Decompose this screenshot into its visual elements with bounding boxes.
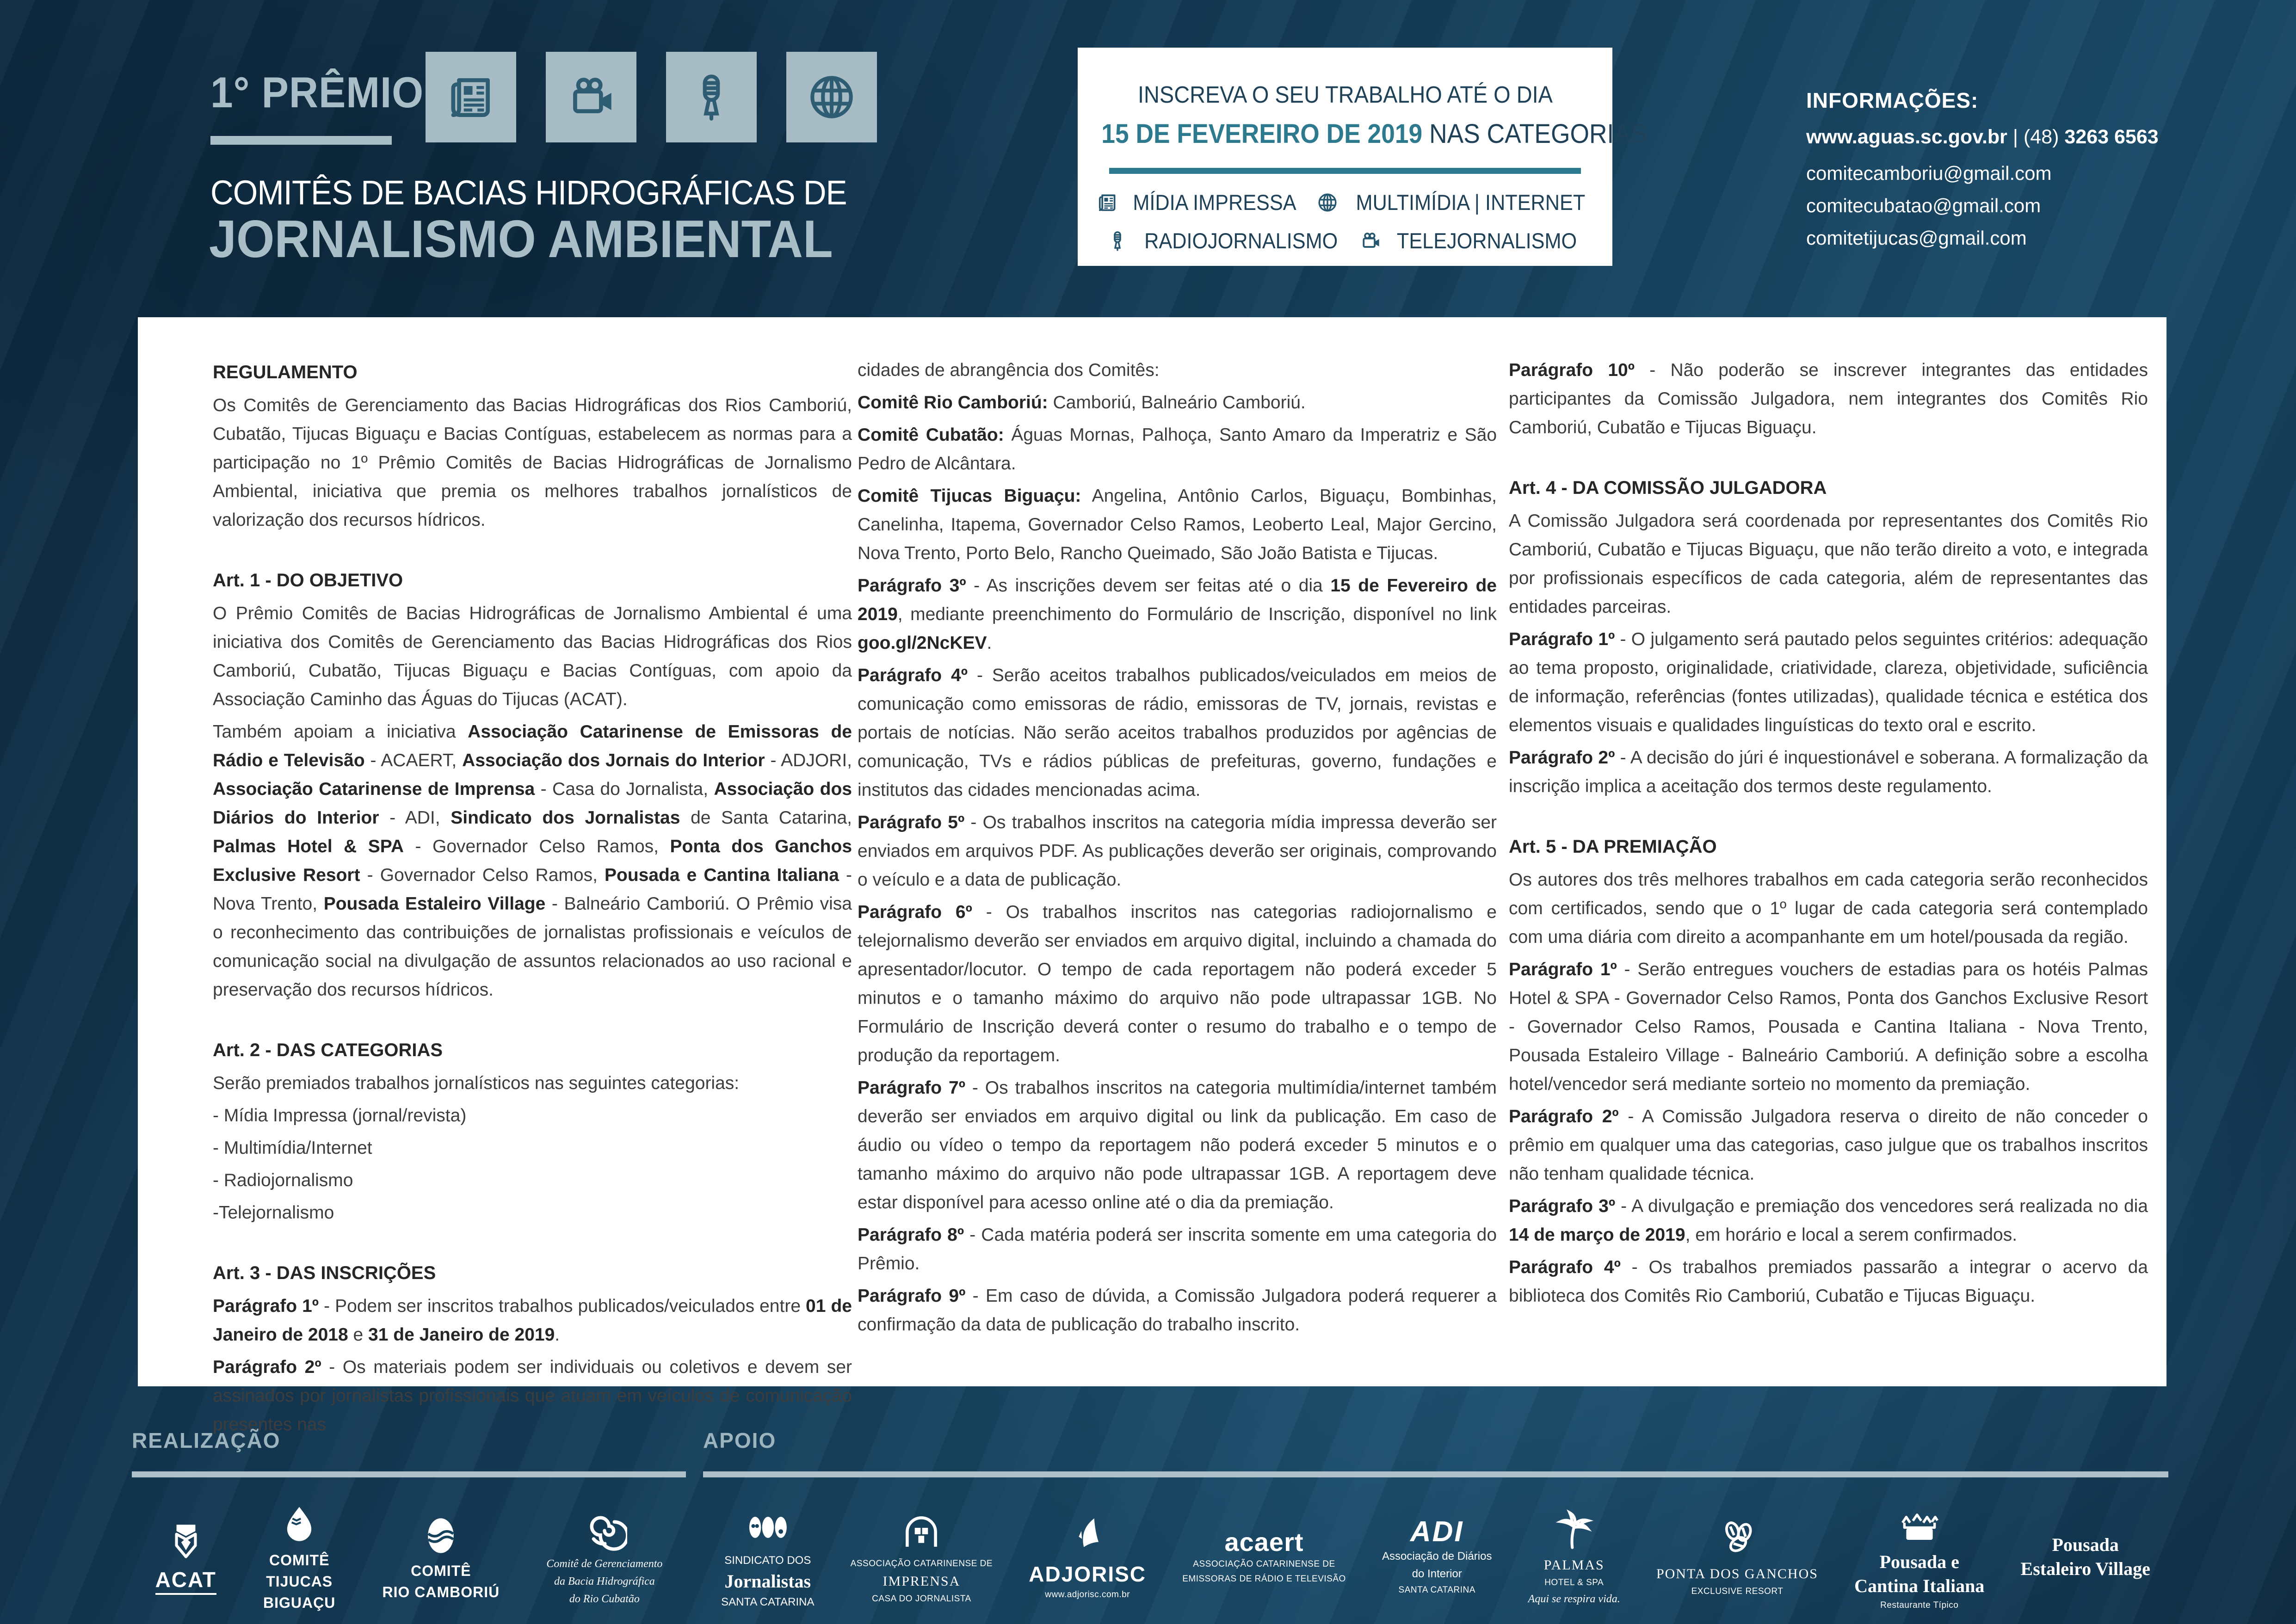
pousada-cantina-italiana-logo-text: Restaurante Típico (1880, 1600, 1959, 1610)
category-multim-dia-internet (1315, 190, 1595, 215)
article-heading: Art. 5 - DA PREMIAÇÃO (1509, 837, 1717, 857)
houses-icon (1897, 1503, 1942, 1548)
ponta-dos-ganchos-logo-text: PONTA DOS GANCHOS (1656, 1566, 1818, 1581)
palmas-hotel-spa-logo-text: HOTEL & SPA (1544, 1578, 1604, 1587)
paragraph-spacer (1509, 446, 2148, 472)
categories-list (1078, 190, 1612, 253)
regulation-paragraph: Comitê Tijucas Biguaçu: Angelina, Antônio Carlos, Biguaçu, Bombinhas, Canelinha, Itapema, Governador Celso Ramos, Leoberto Leal, Major Gercino, Nova Trento, Porto Belo, Rancho Queimado, São João Batista e Tijucas. (858, 486, 1497, 563)
leaves-icon (1715, 1517, 1760, 1562)
info-separator: | (2007, 126, 2024, 148)
adjori-sc-logo-text: www.adjorisc.com.br (1045, 1590, 1130, 1599)
acat-icon (163, 1519, 209, 1564)
adi-logo (1382, 1518, 1492, 1596)
regulation-paragraph: Também apoiam a iniciativa Associação Catarinense de Emissoras de Rádio e Televisão - ACAERT, Associação dos Jornais do Interior - ADJORI, Associação Catarinense de Imprensa - Casa do Jornalista, Associação dos Diários do Interior - ADI, Sindicato dos Jornalistas de Santa Catarina, Palmas Hotel & SPA - Governador Celso Ramos, Ponta dos Ganchos Exclusive Resort - Governador Celso Ramos, Pousada e Cantina Italiana - Nova Trento, Pousada Estaleiro Village - Balneário Camboriú. O Prêmio visa o reconhecimento das contribuições de jornalistas profissionais e veículos de comunicação social na divulgação de assuntos relacionados ao uso racional e preservação dos recursos hídricos. (213, 722, 852, 1000)
regulation-paragraph: Comitê Rio Camboriú: Camboriú, Balneário Camboriú. (858, 393, 1306, 412)
associacao-catarinense-imprensa-logo-text: IMPRENSA (883, 1574, 961, 1589)
comite-tijucas-biguacu-logo (263, 1502, 335, 1612)
regulation-paragraph: Parágrafo 10º - Não poderão se inscrever integrantes das entidades participantes da Comissão Julgadora, nem integrantes dos Comitês Rio Camboriú, Cubatão e Tijucas Biguaçu. (1509, 360, 2148, 437)
info-email: comitecubatao@gmail.com (1806, 195, 2041, 216)
header-icon-tiles (426, 52, 877, 142)
announce-line2-rest: NAS CATEGORIAS (1422, 119, 1647, 149)
category-label: MULTIMÍDIA | INTERNET (1356, 190, 1585, 215)
pousada-estaleiro-village-logo (2021, 1535, 2150, 1579)
globe-icon (1315, 191, 1339, 215)
associacao-catarinense-imprensa-logo (851, 1509, 993, 1605)
regulation-paragraph: cidades de abrangência dos Comitês: (858, 360, 1160, 380)
adi-logo-text: do Interior (1412, 1568, 1462, 1580)
acat-logo-text: ACAT (155, 1568, 216, 1595)
acaert-logo-text: acaert (1224, 1527, 1304, 1556)
article-heading: Art. 1 - DO OBJETIVO (213, 570, 403, 591)
sindicato-jornalistas-logo-text: SINDICATO DOS (724, 1554, 811, 1567)
article-heading: REGULAMENTO (213, 362, 358, 382)
comite-tijucas-biguacu-logo-text: TIJUCAS (266, 1573, 333, 1590)
poster-title-line2: JORNALISMO AMBIENTAL (209, 210, 833, 269)
regulation-paragraph: O Prêmio Comitês de Bacias Hidrográficas de Jornalismo Ambiental é uma iniciativa dos Comitês de Gerenciamento das Bacias Hidrográficas dos Rios Camboriú, Cubatão, Tijucas Biguaçu e Bacias Contíguas, com apoio da Associação Caminho das Águas do Tijucas (ACAT). (213, 603, 852, 709)
regulation-paragraph: Parágrafo 8º - Cada matéria poderá ser inscrita somente em uma categoria do Prêmio. (858, 1225, 1497, 1273)
premio-underline-bar (210, 136, 392, 145)
category-label: MÍDIA IMPRESSA (1132, 190, 1296, 215)
regulation-paragraph: Parágrafo 9º - Em caso de dúvida, a Comissão Julgadora poderá requerer a confirmação da data de publicação do trabalho inscrito. (858, 1286, 1497, 1335)
palmas-hotel-spa-logo-text: PALMAS (1543, 1557, 1605, 1573)
sindicato-jornalistas-logo (721, 1505, 814, 1609)
regulation-paragraph: Parágrafo 2º - A Comissão Julgadora reserva o direito de não conceder o prêmio em qualquer uma das categorias, caso julgue que os trabalhos inscritos não tenham qualidade técnica. (1509, 1107, 2148, 1184)
microphone-icon (683, 69, 740, 125)
pousada-cantina-italiana-logo-text: Pousada e (1879, 1551, 1959, 1572)
acaert-logo-text: ASSOCIAÇÃO CATARINENSE DE (1193, 1559, 1335, 1569)
paragraph-spacer (213, 1231, 852, 1257)
paragraph-spacer (1509, 805, 2148, 830)
info-emails (1806, 162, 2159, 249)
apoio-logos (703, 1490, 2168, 1624)
info-email: comitetijucas@gmail.com (1806, 227, 2027, 249)
newspaper-icon (443, 69, 499, 125)
pousada-estaleiro-village-logo-text: Pousada (2052, 1534, 2119, 1555)
regulation-paragraph: A Comissão Julgadora será coordenada por representantes dos Comitês Rio Camboriú, Cubatão e Tijucas Biguaçu, que não terão direito a voto, e integrada por profissionais específicos de cada categoria, além de representantes das entidades parceiras. (1509, 511, 2148, 617)
regulation-paragraph: Os Comitês de Gerenciamento das Bacias Hidrográficas dos Rios Camboriú, Cubatão, Tijucas Biguaçu e Bacias Contíguas, estabelecem as normas para a participação no 1º Prêmio Comitês de Bacias Hidrográficas de Jornalismo Ambiental, iniciativa que premia os melhores trabalhos jornalísticos de valorização dos recursos hídricos. (213, 395, 852, 530)
category-telejornalismo (1358, 228, 1585, 253)
deadline-date: 15 DE FEVEREIRO DE 2019 (1101, 119, 1423, 149)
regulation-paragraph: Parágrafo 1º - O julgamento será pautado pelos seguintes critérios: adequação ao tema proposto, originalidade, criatividade, clareza, objetividade, suficiência de informação, referências (fontes utilizadas), qualidade técnica e estética dos elementos visuais e qualidades linguísticas do texto oral e escrito. (1509, 629, 2148, 735)
category-row (1078, 228, 1612, 253)
paragraph-spacer (213, 538, 852, 564)
regulation-paragraph: Parágrafo 6º - Os trabalhos inscritos nas categorias radiojornalismo e telejornalismo deverão ser enviados em arquivo digital, incluindo a chamada do apresentador/locutor. O tempo de cada reportagem não poderá exceder 5 minutos e o tamanho máximo do arquivo não pode ultrapassar 1GB. No Formulário de Inscrição deverá conter o resumo do trabalho e o tempo de produção da reportagem. (858, 902, 1497, 1065)
sindicato-jornalistas-logo-text: SANTA CATARINA (721, 1596, 815, 1608)
regulation-paragraph: Serão premiados trabalhos jornalísticos nas seguintes categorias: (213, 1073, 740, 1093)
regulation-column-1 (213, 356, 852, 1443)
article-heading: Art. 3 - DAS INSCRIÇÕES (213, 1263, 436, 1283)
associacao-catarinense-imprensa-logo-text: CASA DO JORNALISTA (872, 1594, 971, 1604)
regulation-paragraph: Parágrafo 2º - Os materiais podem ser individuais ou coletivos e devem ser assinados por jornalistas profissionais que atuam em veículos de comunicação presentes nas (213, 1357, 852, 1434)
category-label: RADIOJORNALISMO (1144, 228, 1338, 253)
regulation-column-3 (1509, 356, 2148, 1314)
info-phone-prefix: (48) (2023, 126, 2065, 148)
adi-logo-text: SANTA CATARINA (1398, 1585, 1475, 1595)
regulation-paragraph: Parágrafo 4º - Serão aceitos trabalhos publicados/veiculados em meios de comunicação como emissoras de rádio, emissoras de TV, jornais, revistas e portais de notícias. Não serão aceitos trabalhos produzidos por agências de comunicação, TVs e rádios públicas de prefeituras, governo, fundações e institutos das cidades mencionadas acima. (858, 665, 1497, 800)
category-row (1078, 190, 1612, 215)
info-email: comitecamboriu@gmail.com (1806, 162, 2052, 184)
sail-icon (1065, 1513, 1110, 1559)
regulation-paragraph: Parágrafo 3º - As inscrições devem ser feitas até o dia 15 de Fevereiro de 2019, mediante preenchimento do Formulário de Inscrição, disponível no link goo.gl/2NcKEV. (858, 576, 1497, 653)
comite-tijucas-biguacu-logo-text: COMITÊ (269, 1552, 330, 1569)
globe-icon (803, 69, 860, 125)
associacao-catarinense-imprensa-logo-text: ASSOCIAÇÃO CATARINENSE DE (850, 1559, 993, 1569)
regulation-paragraph: Parágrafo 1º - Podem ser inscritos trabalhos publicados/veiculados entre 01 de Janeiro de 2018 e 31 de Janeiro de 2019. (213, 1296, 852, 1345)
regulation-paragraph: - Multimídia/Internet (213, 1138, 372, 1158)
apoio-divider-line (703, 1471, 2168, 1477)
regulation-column-2 (858, 356, 1497, 1343)
newspaper-icon (1095, 191, 1119, 215)
drop-icon (277, 1502, 322, 1548)
apoio-label: APOIO (703, 1428, 777, 1452)
article-heading: Art. 4 - DA COMISSÃO JULGADORA (1509, 478, 1827, 498)
category-m-dia-impressa (1095, 190, 1303, 215)
regulation-paragraph: Comitê Cubatão: Águas Mornas, Palhoça, Santo Amaro da Imperatriz e São Pedro de Alcântara. (858, 425, 1497, 474)
regulation-paragraph: - Radiojornalismo (213, 1170, 353, 1190)
regulation-paragraph: Parágrafo 3º - A divulgação e premiação dos vencedores será realizada no dia 14 de março de 2019, em horário e local a serem confirmados. (1509, 1196, 2148, 1245)
acaert-logo-text: EMISSORAS DE RÁDIO E TELEVISÃO (1182, 1574, 1346, 1584)
ponta-dos-ganchos-logo-text: EXCLUSIVE RESORT (1691, 1587, 1784, 1596)
inscription-deadline-box (1078, 48, 1647, 266)
announce-divider-bar (1109, 168, 1581, 174)
comite-cubatao-logo-text: Comitê de Gerenciamento (546, 1558, 663, 1570)
comite-cubatao-logo-text: da Bacia Hidrográfica (554, 1575, 655, 1587)
adjori-sc-logo (1029, 1513, 1146, 1600)
three-faces-icon (745, 1505, 790, 1550)
pousada-cantina-italiana-logo-text: Cantina Italiana (1854, 1575, 1985, 1596)
sindicato-jornalistas-logo-text: Jornalistas (724, 1571, 811, 1592)
comite-tijucas-biguacu-logo-text: BIGUAÇU (263, 1594, 336, 1611)
pousada-cantina-italiana-logo (1854, 1503, 1984, 1611)
realizacao-label: REALIZAÇÃO (132, 1428, 281, 1452)
article-heading: Art. 2 - DAS CATEGORIAS (213, 1040, 443, 1060)
regulation-paragraph: Parágrafo 5º - Os trabalhos inscritos na categoria mídia impressa deverão ser enviados em arquivos PDF. As publicações deverão ser originais, comprovando o veículo e a data de publicação. (858, 812, 1497, 890)
microphone-icon (1105, 229, 1129, 253)
regulation-paragraph: Parágrafo 1º - Serão entregues vouchers de estadias para os hotéis Palmas Hotel & SPA - Governador Celso Ramos, Ponta dos Ganchos Exclusive Resort - Governador Celso Ramos, Pousada e Cantina Italiana - Nova Trento, Pousada Estaleiro Village - Balneário Camboriú. A definição sobre a escolha hotel/vencedor será mediante sorteio no momento da premiação. (1509, 960, 2148, 1094)
palmas-hotel-spa-logo-text: Aqui se respira vida. (1528, 1593, 1620, 1605)
info-contact-line (1806, 126, 2159, 148)
realizacao-divider-line (132, 1471, 686, 1477)
microphone-tile (666, 52, 757, 142)
regulation-paragraph: Parágrafo 4º - Os trabalhos premiados passarão a integrar o acervo da biblioteca dos Comitês Rio Camboriú, Cubatão e Tijucas Biguaçu. (1509, 1257, 2148, 1306)
poster-title-line1: COMITÊS DE BACIAS HIDROGRÁFICAS DE (210, 173, 847, 212)
info-title: INFORMAÇÕES: (1806, 88, 1979, 112)
regulation-card (138, 317, 2166, 1434)
category-radiojornalismo (1105, 228, 1346, 253)
comite-rio-camboriu-logo-text: COMITÊ (411, 1562, 471, 1579)
regulation-paragraph: Parágrafo 7º - Os trabalhos inscritos na categoria multimídia/internet também deverão ser enviados em arquivo digital ou link da publicação. Em caso de áudio ou vídeo o tempo da reportagem não poderá exceder 5 minutos e o tamanho máximo do arquivo não pode ultrapassar 1GB. A reportagem deve estar disponível para acesso online até o dia da premiação. (858, 1078, 1497, 1212)
comite-cubatao-logo (546, 1508, 662, 1606)
info-phone: 3263 6563 (2064, 126, 2159, 148)
globe-tile (786, 52, 877, 142)
comite-rio-camboriu-logo (382, 1513, 500, 1601)
category-label: TELEJORNALISMO (1396, 228, 1577, 253)
newspaper-tile (426, 52, 516, 142)
regulation-paragraph: -Telejornalismo (213, 1203, 334, 1223)
palmas-hotel-spa-logo (1528, 1508, 1620, 1606)
swirl-icon (582, 1508, 627, 1553)
announce-line2 (1078, 118, 1647, 149)
info-website: www.aguas.sc.gov.br (1806, 126, 2007, 148)
regulation-paragraph: Parágrafo 2º - A decisão do júri é inquestionável e soberana. A formalização da inscrição implica a aceitação dos termos deste regulamento. (1509, 748, 2148, 796)
adjori-sc-logo-text: ADJORISC (1029, 1562, 1147, 1586)
palm-icon (1551, 1508, 1597, 1553)
pousada-estaleiro-village-logo-text: Estaleiro Village (2020, 1558, 2150, 1579)
arch-icon (899, 1509, 944, 1555)
premio-title-text: 1° PRÊMIO (210, 68, 424, 117)
video-camera-icon (563, 69, 619, 125)
realizacao-logos (132, 1490, 686, 1624)
announce-line1: INSCREVA O SEU TRABALHO ATÉ O DIA (1137, 81, 1553, 108)
comite-rio-camboriu-logo-text: RIO CAMBORIÚ (382, 1584, 500, 1600)
adi-logo-text: Associação de Diários (1382, 1550, 1492, 1562)
comite-cubatao-logo-text: do Rio Cubatão (569, 1593, 640, 1605)
info-block (1806, 88, 2159, 259)
video-camera-tile (546, 52, 636, 142)
acat-logo (155, 1519, 216, 1595)
premio-title (210, 68, 440, 117)
wave-ellipse-icon (418, 1513, 463, 1558)
acaert-logo (1182, 1529, 1346, 1585)
adi-logo-text: ADI (1410, 1516, 1464, 1548)
paragraph-spacer (213, 1008, 852, 1034)
regulation-paragraph: Os autores dos três melhores trabalhos em cada categoria serão reconhecidos com certificados, sendo que o 1º lugar de cada categoria será contemplado com uma diária com direito a acompanhante em um hotel/pousada da região. (1509, 870, 2148, 947)
regulation-paragraph: - Mídia Impressa (jornal/revista) (213, 1106, 467, 1126)
ponta-dos-ganchos-logo (1656, 1517, 1818, 1597)
video-camera-icon (1358, 229, 1383, 253)
